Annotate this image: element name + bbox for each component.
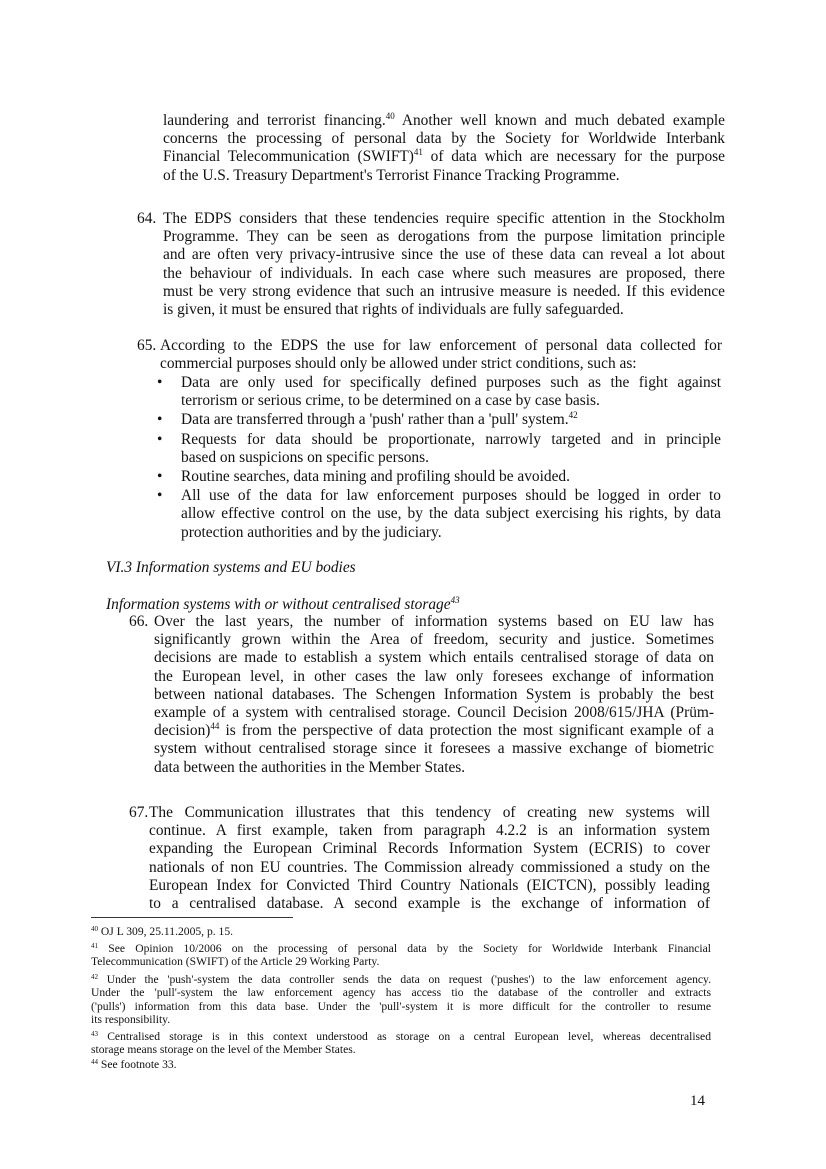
text-line: between national databases. The Schengen Information System is probably the best (154, 685, 714, 703)
list-item (155, 431, 721, 467)
text-line: The Communication illustrates that this tendency of creating new systems will (149, 804, 710, 821)
text-line: Routine searches, data mining and profiling should be avoided. (181, 468, 570, 486)
section-heading: VI.3 Information systems and EU bodies (106, 559, 356, 576)
text-line: expanding the European Criminal Records Information System (ECRIS) to cover (149, 840, 710, 858)
footnote-41 (91, 942, 711, 969)
footnote-ref[interactable]: 40 (385, 111, 395, 121)
text-line: Financial Telecommunication (SWIFT)$^{41}$ of data which are necessary for the purpose (163, 147, 725, 166)
text-line: According to the EDPS the use for law enforcement of personal data collected for (160, 337, 722, 354)
text-line: based on suspicions on specific persons. (181, 448, 429, 466)
text-line: Programme. They can be seen as derogations from the purpose limitation principle (163, 228, 725, 246)
text-line: nationals of non EU countries. The Commission already commissioned a study on the (149, 858, 710, 876)
paragraph-67 (149, 804, 710, 913)
text-line: European Index for Convicted Third Country Nationals (EICTCN), possibly leading (149, 876, 710, 894)
footnote-line: $^{43}$ Centralised storage is in this context understood as storage on a central European level, whereas decentralised (91, 1030, 711, 1043)
text-line: All use of the data for law enforcement purposes should be logged in order to (181, 487, 721, 505)
text-line: and are often very privacy-intrusive since the use of these data can reveal a lot about (163, 246, 725, 264)
paragraph-number: 65. (137, 337, 157, 354)
footnote-line: ('pulls') information from this data base. Under the 'pull'-system it is more difficult for the controller to resume (91, 999, 711, 1013)
text-line: Over the last years, the number of information systems based on EU law has (154, 613, 714, 630)
bullet-icon: • (157, 430, 163, 448)
text-line: continue. A first example, taken from paragraph 4.2.2 is an information system (149, 822, 710, 840)
footnote-separator (91, 917, 293, 918)
footnote-line: $^{41}$ See Opinion 10/2006 on the processing of personal data by the Society for Worldwide Interbank Financial (91, 942, 711, 955)
paragraph-number: 67. (129, 804, 149, 821)
text-line: to a centralised database. A second example is the exchange of information of (149, 895, 710, 913)
text-line: data between the authorities in the Member States. (154, 758, 466, 776)
footnote-ref[interactable]: 42 (568, 410, 578, 421)
text-line: decision)$^{44}$ is from the perspective of data protection the most significant example of a (154, 721, 714, 740)
text-line: Data are transferred through a 'push' rather than a 'pull' system.$^{42}$ (181, 410, 578, 429)
bullet-icon: • (157, 411, 163, 429)
bullet-icon: • (157, 487, 163, 505)
text-line: system without centralised storage since it foresees a massive exchange of biometric (154, 740, 714, 758)
subheading: Information systems with or without centralised storage$^{43}$ (106, 595, 460, 613)
text-line: is given, it must be ensured that rights of individuals are fully safeguarded. (163, 301, 624, 319)
footnote-line: $^{42}$ Under the 'push'-system the data controller sends the data on request ('pushes') to the law enforcement agency. (91, 973, 711, 986)
text-line: example of a system with centralised storage. Council Decision 2008/615/JHA (Prüm- (154, 704, 714, 722)
text-line: significantly grown within the Area of freedom, security and justice. Sometimes (154, 631, 714, 649)
list-item (155, 468, 721, 486)
footnote-line: $^{40}$ OJ L 309, 25.11.2005, p. 15. (91, 925, 234, 938)
text-line: commercial purposes should only be allowed under strict conditions, such as: (160, 355, 637, 373)
list-item (155, 374, 721, 410)
text-line: Requests for data should be proportionate, narrowly targeted and in principle (181, 430, 721, 448)
text-line: the European level, in other cases the law only foresees exchange of information (154, 667, 714, 685)
text-line: Data are only used for specifically defined purposes such as the fight against (181, 374, 721, 391)
footnote-44 (91, 1058, 711, 1071)
text-line: The EDPS considers that these tendencies require specific attention in the Stockholm (163, 210, 725, 227)
text-line: terrorism or serious crime, to be determined on a case by case basis. (181, 392, 600, 410)
text-line: protection authorities and by the judiciary. (181, 523, 442, 541)
text-line: must be very strong evidence that such an intrusive measure is needed. If this evidence (163, 282, 725, 300)
paragraph-66 (154, 613, 714, 777)
text-line: decisions are made to establish a system which entails centralised storage of data on (154, 649, 714, 667)
bullet-icon: • (157, 468, 163, 486)
footnote-43 (91, 1030, 711, 1057)
footnote-line: Under the 'pull'-system the law enforcement agency has access tio the database of the controller and extracts (91, 986, 711, 1000)
text-line: of the U.S. Treasury Department's Terrorist Finance Tracking Programme. (163, 166, 620, 184)
list-item (155, 487, 721, 542)
bullet-icon: • (157, 374, 163, 391)
paragraph-63-continuation (163, 112, 725, 185)
footnote-ref[interactable]: 41 (413, 147, 423, 158)
footnote-line: storage means storage on the level of the Member States. (91, 1043, 356, 1057)
footnote-line: $^{44}$ See footnote 33. (91, 1058, 177, 1071)
list-item (155, 411, 721, 429)
footnote-40 (91, 925, 711, 938)
paragraph-number: 66. (129, 613, 149, 630)
text-line: laundering and terrorist financing.$^{40}$ Another well known and much debated example (163, 111, 725, 129)
footnote-42 (91, 973, 711, 1027)
paragraph-number: 64. (137, 210, 157, 227)
footnote-line: its responsibility. (91, 1013, 171, 1027)
bullet-list (155, 374, 721, 543)
footnote-line: Telecommunication (SWIFT) of the Article 29 Working Party. (91, 955, 380, 969)
paragraph-64 (163, 210, 725, 319)
footnote-ref[interactable]: 43 (450, 595, 460, 605)
text-line: allow effective control on the use, by the data subject exercising his rights, by data (181, 505, 721, 523)
paragraph-65 (160, 337, 722, 373)
page-number: 14 (690, 1093, 705, 1109)
text-line: the behaviour of individuals. In each case where such measures are proposed, there (163, 264, 725, 282)
footnote-ref[interactable]: 44 (210, 721, 220, 732)
text-line: concerns the processing of personal data by the Society for Worldwide Interbank (163, 130, 725, 148)
